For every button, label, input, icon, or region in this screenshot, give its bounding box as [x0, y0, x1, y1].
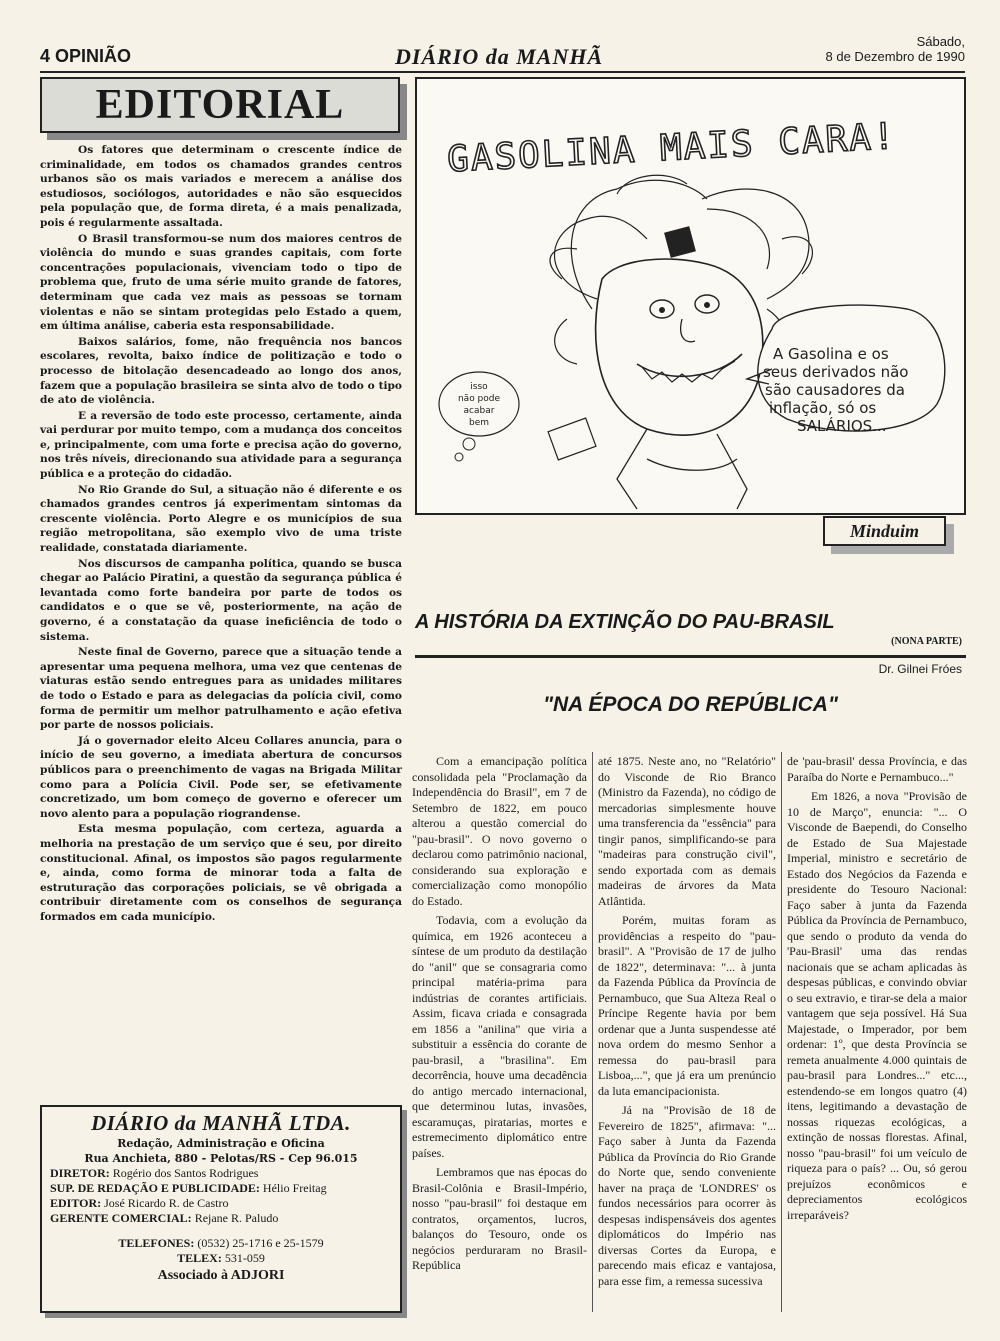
article-column-1 [412, 754, 587, 1278]
imprint-association: Associado à ADJORI [157, 1268, 285, 1283]
masthead [40, 32, 965, 72]
cartoon-drawing [417, 79, 964, 513]
page-number: 4 [40, 46, 51, 66]
speech-line: são causadores da [765, 381, 905, 399]
article-title: A HISTÓRIA DA EXTINÇÃO DO PAU-BRASIL [415, 611, 835, 633]
imprint-row [50, 1211, 392, 1226]
imprint-box [40, 1105, 402, 1313]
article-rule [415, 655, 966, 658]
page-section-label [40, 46, 131, 67]
editorial-paragraph: Esta mesma população, com certeza, aguarda a melhoria na prestação de um serviço que é seu, por direito constitucional. Afinal, os impostos são pagos regularmente e, ainda, como forma de minorar toda a falta de estruturação das corporações policiais, se vê obrigada a contribuir diretamente com os conselhos de segurança formados em cada município. [40, 823, 402, 923]
imprint-address: Rua Anchieta, 880 - Pelotas/RS - Cep 96.015 [84, 1152, 358, 1165]
editorial-paragraph: Nos discursos de campanha política, quando se busca chegar ao Palácio Piratini, a questão da segurança pública é levantada como forte bandeira por parte de todos os candidatos e o que se vê, posteriormente, na ação de governo, é a constatação da quase ineficiência de todo o sistema. [40, 557, 402, 643]
imprint-row-key: EDITOR: [50, 1196, 102, 1210]
thought-line: acabar [463, 406, 495, 416]
imprint-phones [50, 1236, 392, 1251]
article-column-3 [787, 754, 967, 1227]
speech-line: seus derivados não [763, 363, 909, 381]
cartoonist-signature: Minduim [823, 516, 946, 546]
body [617, 429, 747, 509]
editorial-paragraph: Baixos salários, fome, não frequência nos bancos escolares, revolta, baixo índice de politização e todo o processo de bitolação desencadeado ao longo dos anos, fazem que a população brasileira se sinta alvo de todo o tipo de ato de violência. [40, 335, 402, 407]
phones-label: TELEFONES: [118, 1236, 195, 1250]
cartoon-title: GASOLINA MAIS CARA! [446, 116, 898, 181]
left-pupil [659, 307, 665, 313]
thought-dot [455, 453, 463, 461]
thought-line: não pode [457, 394, 501, 404]
article-paragraph: Todavia, com a evolução da química, em 1926 aconteceu a síntese de um produto da destilação do "anil" que se consagraria como principal matéria-prima para indústrias de corantes artificiais. Assim, ficava criada e consagrada em 1856 a "anilina" que viria a substituir a essência do corante de pau-brasil, a "brasilina". Em decorrência, houve uma decadência do antigo mercado internacional, que determinou lutas, invasões, escaramuças, piratarias, mortes e estremecimento diplomático entre países. [412, 913, 587, 1160]
article-paragraph: de 'pau-brasil' dessa Província, e das Paraíba do Norte e Pernambuco..." [787, 754, 967, 784]
column-divider [781, 752, 782, 1312]
imprint-line1: Redação, Administração e Oficina [117, 1137, 325, 1150]
article-paragraph: Com a emancipação política consolidada pela "Proclamação da Independência do Brasil", em 7 de Setembro de 1822, em pouco alterou a questão comercial do "pau-brasil". O novo governo o declarou como patrimônio nacional, considerando sua exploração e comercialização como monopólio do Estado. [412, 754, 587, 908]
editorial-paragraph: Já o governador eleito Alceu Collares anuncia, para o início de seu governo, a imediata abertura de concursos públicos para o preenchimento de vagas na Brigada Militar como para a Polícia Civil. Pode ser, se efetivamente concretizado, um bom começo de governo e oferecer um novo alento para a população riograndense. [40, 734, 402, 820]
article-subtitle: "NA ÉPOCA DO REPÚBLICA" [543, 693, 838, 716]
face [596, 259, 763, 435]
editorial-paragraph: O Brasil transformou-se num dos maiores centros de violência do mundo e suas grandes capitais, com forte concentrações populacionais, vivenciam todo o tipo de problema que, fruto de uma série muito grande de fatores, determinam que cada vez mais as pessoas se tornam violentas e não se sintam protegidas pelo Estado a quem, em última análise, caberia esta responsabilidade. [40, 232, 402, 333]
imprint-row-value: Rogério dos Santos Rodrigues [112, 1166, 259, 1180]
imprint-row-value: José Ricardo R. de Castro [104, 1196, 229, 1210]
article-paragraph: até 1875. Neste ano, no "Relatório" do Visconde de Rio Branco (Ministro da Fazenda), no código de mercadorias simplesmente houve uma transferencia da "essência" para tingir panos, simplificando-se para "madeiras para construção civil", sendo exportada com as demais madeiras de árvores da Mata Atlântida. [598, 754, 776, 908]
article-part: (NONA PARTE) [891, 636, 962, 647]
article-column-2 [598, 754, 776, 1293]
imprint-row-key: SUP. DE REDAÇÃO E PUBLICIDADE: [50, 1181, 260, 1195]
telex-value: 531-059 [224, 1251, 265, 1265]
imprint-row-value: Rejane R. Paludo [194, 1211, 279, 1225]
thought-dot [463, 438, 475, 450]
editorial-paragraph: Neste final de Governo, parece que a situação tende a apresentar uma pequena melhora, uma vez que centenas de viaturas estão sendo entregues para as unidades militares de todo o Estado e para as delegacias da polícia civil, como forma de permitir um melhor patrulhamento e ação efetiva por parte de nossos policiais. [40, 646, 402, 732]
date: 8 de Dezembro de 1990 [825, 49, 965, 64]
article-paragraph: Já na "Provisão de 18 de Fevereiro de 1825", afirmava: "... Faço saber à Junta da Fazenda Pública da Província do Rio Grande do Norte que, sendo conveniente haver na praça de 'LONDRES' os fundos necessários para ocorrer às despesas indispensáveis dos agentes diplomáticos do Império nas diversas Cortes da Europa, e parecendo mais eficaz e vantajosa, para esse fim, a remessa sucessiva [598, 1103, 776, 1288]
imprint-row-key: DIRETOR: [50, 1166, 110, 1180]
editorial-paragraph: No Rio Grande do Sul, a situação não é diferente e os chamados grandes centros já experimentam sintomas da crescente violência. Porto Alegre e os municípios de sua região metropolitana, são exemplo vivo de uma triste realidade, constatada diariamente. [40, 483, 402, 555]
issue-date [826, 34, 965, 64]
imprint-row [50, 1196, 392, 1211]
editorial-body [40, 143, 402, 925]
article-header [415, 610, 966, 647]
imprint-row-value: Hélio Freitag [262, 1181, 327, 1195]
briefcase [548, 418, 596, 460]
imprint-telex [50, 1251, 392, 1266]
hair-clip [664, 226, 696, 258]
imprint-row [50, 1166, 392, 1181]
article-author: Dr. Gilnei Fróes [878, 662, 962, 676]
newspaper-name: DIÁRIO da MANHÃ [395, 44, 604, 69]
editorial-paragraph: Os fatores que determinam o crescente índice de criminalidade, em todos os chamados grandes centros urbanos são os mais variados e merecem a análise dos estudiosos, sociólogos, autoridades e não são esquecidos pela população que, de forma direta, é a mais penalizada, pois é regularmente assaltada. [40, 144, 402, 229]
thought-line: bem [468, 418, 490, 428]
speech-line: inflação, só os [769, 399, 877, 417]
masthead-rule [40, 71, 965, 73]
editorial-heading-box [40, 77, 400, 133]
section-name: OPINIÃO [55, 46, 132, 66]
imprint-company: DIÁRIO da MANHÃ LTDA. [91, 1111, 351, 1135]
speech-line: SALÁRIOS... [797, 417, 887, 435]
editorial-title: EDITORIAL [95, 82, 345, 128]
article-paragraph: Porém, muitas foram as providências a respeito do "pau-brasil". A "Provisão de 17 de julho de 1822", determinava: "... à junta da Fazenda Pública da Província de Pernambuco, que Sua Alteza Real o Príncipe Regente havia por bem ordenar que a Junta suspendesse até nova ordem do mesmo Senhor a remessa do pau-brasil para Lisboa,...", que já era um prenúncio da luta emancipacionista. [598, 913, 776, 1098]
telex-label: TELEX: [177, 1251, 222, 1265]
imprint-row [50, 1181, 392, 1196]
editorial-paragraph: E a reversão de todo este processo, certamente, ainda vai perdurar por muito tempo, com a mudança dos conceitos e, principalmente, com uma forte e precisa ação do governo, nos três níveis, direcionando sua atividade para a segurança pública e a proteção do cidadão. [40, 409, 402, 481]
article-paragraph: Em 1826, a nova "Provisão de 10 de Março", enuncia: "... O Visconde de Baependi, do Conselho de Estado de Sua Majestade Imperial, ministro e secretário de Estado dos Negócios da Fazenda e presidente do Tesouro Nacional: Faço saber à junta da Fazenda Pública da Província de Pernambuco, que sendo o produto da venda do 'Pau-Brasil' uma das rendas nacionais que se acham aplicadas às despesas públicas, e convindo obviar o seu extravio, e tirar-se dela a maior vantagem que seja possível. Há Sua Majestade, o Imperador, por bem ordenar: 1º, que desta Província se remeta anualmente 4.000 quintais de pau-brasil para Londres..." etc..., estendendo-se em longos quatro (4) itens, legitimando a devastação de nossas riquezas ecológicas, a extinção de nossas florestas. Afinal, nosso "pau-brasil" foi um veículo de riqueza para o país? ... Ou, só gerou prejuízos econômicos e depreciamentos ecológicos irreparáveis? [787, 789, 967, 1222]
weekday: Sábado, [916, 34, 965, 49]
column-divider [592, 752, 593, 1312]
speech-line: A Gasolina e os [773, 345, 889, 363]
thought-line: isso [470, 382, 488, 392]
right-pupil [704, 302, 710, 308]
imprint-row-key: GERENTE COMERCIAL: [50, 1211, 192, 1225]
cartoon-frame [415, 77, 966, 515]
phones-value: (0532) 25-1716 e 25-1579 [197, 1236, 324, 1250]
article-paragraph: Lembramos que nas épocas do Brasil-Colônia e Brasil-Império, nosso "pau-brasil" foi destaque em contratos, orçamentos, lucros, balanços do Tesouro, onde os negócios perduraram no Brasil-República [412, 1165, 587, 1272]
